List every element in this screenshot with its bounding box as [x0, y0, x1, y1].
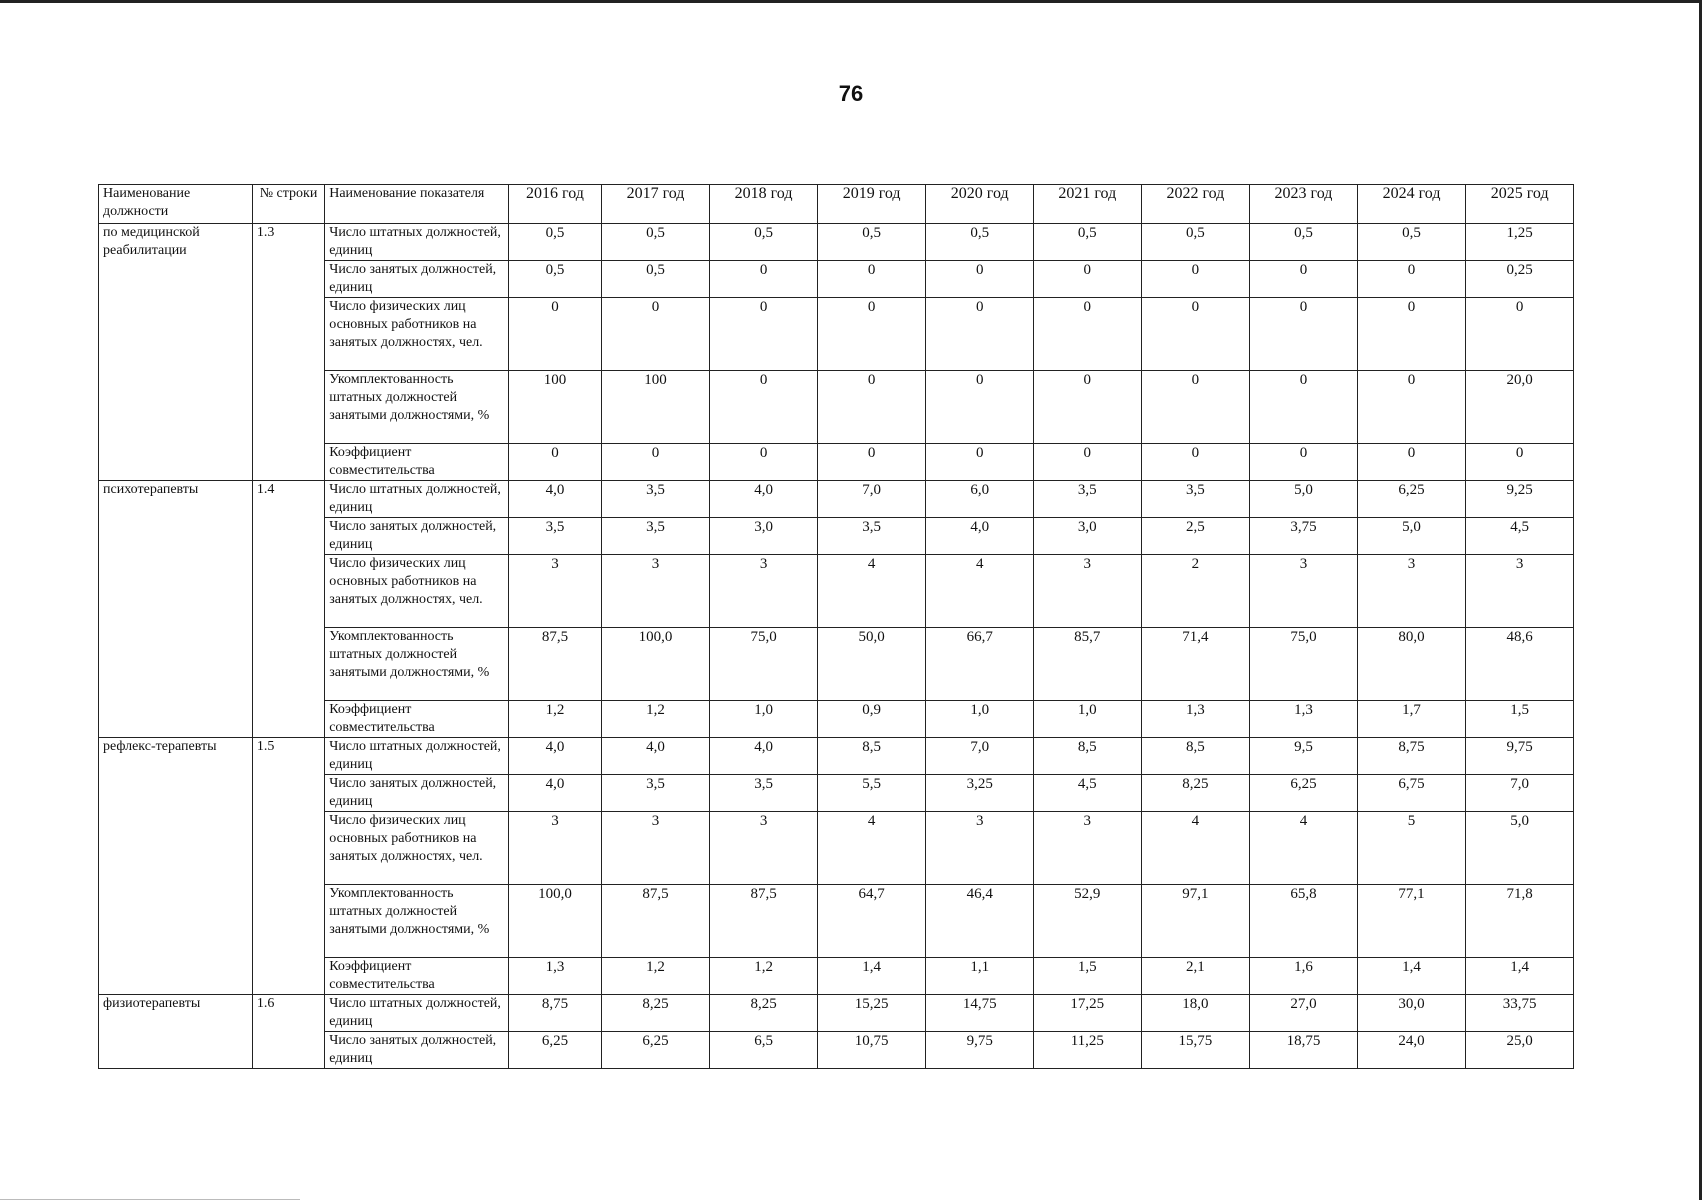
header-indicator: Наименование показателя: [325, 185, 509, 224]
header-year: 2025 год: [1466, 185, 1574, 224]
value-cell: 1,2: [601, 701, 710, 738]
value-cell: 1,0: [1034, 701, 1142, 738]
value-cell: 0: [926, 371, 1034, 444]
value-cell: 18,0: [1141, 995, 1250, 1032]
value-cell: 71,8: [1466, 885, 1574, 958]
value-cell: 1,4: [1466, 958, 1574, 995]
value-cell: 77,1: [1357, 885, 1466, 958]
value-cell: 4: [926, 555, 1034, 628]
value-cell: 0: [926, 261, 1034, 298]
value-cell: 3,5: [710, 775, 818, 812]
indicator-name: Число занятых должностей, единиц: [325, 1032, 509, 1069]
value-cell: 1,6: [1250, 958, 1358, 995]
value-cell: 0: [1034, 298, 1142, 371]
value-cell: 3,0: [1034, 518, 1142, 555]
value-cell: 0: [710, 298, 818, 371]
value-cell: 48,6: [1466, 628, 1574, 701]
position-name: рефлекс-терапевты: [99, 738, 253, 995]
value-cell: 3,5: [601, 518, 710, 555]
value-cell: 15,75: [1141, 1032, 1250, 1069]
header-year: 2019 год: [817, 185, 926, 224]
value-cell: 20,0: [1466, 371, 1574, 444]
value-cell: 1,2: [509, 701, 602, 738]
table-body: [99, 224, 1574, 1069]
value-cell: 4,0: [710, 481, 818, 518]
indicator-name: Число штатных должностей, единиц: [325, 481, 509, 518]
value-cell: 0: [601, 444, 710, 481]
value-cell: 4,0: [710, 738, 818, 775]
value-cell: 3: [1357, 555, 1466, 628]
value-cell: 4,0: [926, 518, 1034, 555]
value-cell: 6,75: [1357, 775, 1466, 812]
value-cell: 100: [509, 371, 602, 444]
indicator-name: Число занятых должностей, единиц: [325, 518, 509, 555]
value-cell: 0: [1250, 298, 1358, 371]
indicator-name: Число занятых должностей, единиц: [325, 261, 509, 298]
value-cell: 9,75: [1466, 738, 1574, 775]
value-cell: 0,5: [509, 224, 602, 261]
value-cell: 4: [817, 555, 926, 628]
value-cell: 14,75: [926, 995, 1034, 1032]
value-cell: 0,5: [817, 224, 926, 261]
value-cell: 8,75: [509, 995, 602, 1032]
indicator-name: Коэффициент совместительства: [325, 701, 509, 738]
value-cell: 3,5: [601, 775, 710, 812]
value-cell: 4: [1141, 812, 1250, 885]
value-cell: 9,75: [926, 1032, 1034, 1069]
value-cell: 3: [926, 812, 1034, 885]
value-cell: 0: [601, 298, 710, 371]
value-cell: 0: [1357, 261, 1466, 298]
value-cell: 25,0: [1466, 1032, 1574, 1069]
value-cell: 0: [817, 298, 926, 371]
value-cell: 10,75: [817, 1032, 926, 1069]
value-cell: 0,5: [1141, 224, 1250, 261]
value-cell: 1,5: [1466, 701, 1574, 738]
value-cell: 0: [926, 298, 1034, 371]
indicator-name: Коэффициент совместительства: [325, 444, 509, 481]
value-cell: 9,5: [1250, 738, 1358, 775]
value-cell: 0: [1250, 444, 1358, 481]
value-cell: 5,0: [1250, 481, 1358, 518]
value-cell: 0: [817, 371, 926, 444]
value-cell: 8,25: [1141, 775, 1250, 812]
value-cell: 46,4: [926, 885, 1034, 958]
value-cell: 1,25: [1466, 224, 1574, 261]
header-year: 2020 год: [926, 185, 1034, 224]
value-cell: 87,5: [601, 885, 710, 958]
indicator-name: Число штатных должностей, единиц: [325, 995, 509, 1032]
value-cell: 24,0: [1357, 1032, 1466, 1069]
value-cell: 1,4: [817, 958, 926, 995]
header-position: Наименование должности: [99, 185, 253, 224]
value-cell: 2,5: [1141, 518, 1250, 555]
value-cell: 3: [601, 555, 710, 628]
value-cell: 0,5: [926, 224, 1034, 261]
value-cell: 1,2: [710, 958, 818, 995]
header-year: 2024 год: [1357, 185, 1466, 224]
value-cell: 66,7: [926, 628, 1034, 701]
value-cell: 0: [1250, 371, 1358, 444]
value-cell: 5,0: [1357, 518, 1466, 555]
value-cell: 15,25: [817, 995, 926, 1032]
value-cell: 3,5: [601, 481, 710, 518]
header-year: 2021 год: [1034, 185, 1142, 224]
value-cell: 0: [1141, 444, 1250, 481]
value-cell: 6,25: [601, 1032, 710, 1069]
value-cell: 87,5: [710, 885, 818, 958]
value-cell: 0: [1357, 298, 1466, 371]
value-cell: 1,3: [1250, 701, 1358, 738]
value-cell: 5: [1357, 812, 1466, 885]
value-cell: 3,5: [509, 518, 602, 555]
value-cell: 75,0: [1250, 628, 1358, 701]
value-cell: 50,0: [817, 628, 926, 701]
value-cell: 3: [710, 555, 818, 628]
position-name: психотерапевты: [99, 481, 253, 738]
value-cell: 3,5: [817, 518, 926, 555]
indicator-name: Число физических лиц основных работников на занятых должностях, чел.: [325, 555, 509, 628]
value-cell: 2: [1141, 555, 1250, 628]
indicator-name: Коэффициент совместительства: [325, 958, 509, 995]
value-cell: 18,75: [1250, 1032, 1358, 1069]
value-cell: 8,25: [710, 995, 818, 1032]
header-year: 2018 год: [710, 185, 818, 224]
indicator-name: Укомплектованность штатных должностей занятыми должностями, %: [325, 371, 509, 444]
value-cell: 4,5: [1034, 775, 1142, 812]
value-cell: 0,9: [817, 701, 926, 738]
table-row: [99, 224, 1574, 261]
table-row: [99, 995, 1574, 1032]
value-cell: 0: [710, 261, 818, 298]
value-cell: 0: [817, 261, 926, 298]
header-year: 2022 год: [1141, 185, 1250, 224]
value-cell: 65,8: [1250, 885, 1358, 958]
value-cell: 0: [509, 298, 602, 371]
value-cell: 0: [509, 444, 602, 481]
value-cell: 30,0: [1357, 995, 1466, 1032]
value-cell: 0: [1466, 298, 1574, 371]
value-cell: 1,1: [926, 958, 1034, 995]
indicator-name: Число физических лиц основных работников на занятых должностях, чел.: [325, 298, 509, 371]
value-cell: 4: [1250, 812, 1358, 885]
value-cell: 0: [1141, 298, 1250, 371]
value-cell: 0: [1357, 371, 1466, 444]
value-cell: 0,5: [1357, 224, 1466, 261]
position-name: физиотерапевты: [99, 995, 253, 1069]
value-cell: 1,3: [1141, 701, 1250, 738]
value-cell: 0,5: [509, 261, 602, 298]
value-cell: 3,5: [1034, 481, 1142, 518]
page-number: 76: [838, 81, 864, 106]
value-cell: 3,0: [710, 518, 818, 555]
value-cell: 0,5: [601, 224, 710, 261]
table-row: [99, 738, 1574, 775]
table-row: [99, 481, 1574, 518]
value-cell: 27,0: [1250, 995, 1358, 1032]
value-cell: 3: [509, 555, 602, 628]
value-cell: 0: [1034, 261, 1142, 298]
value-cell: 1,0: [926, 701, 1034, 738]
value-cell: 1,3: [509, 958, 602, 995]
value-cell: 1,7: [1357, 701, 1466, 738]
indicator-name: Укомплектованность штатных должностей занятыми должностями, %: [325, 885, 509, 958]
value-cell: 3: [601, 812, 710, 885]
row-number: 1.4: [252, 481, 324, 738]
value-cell: 64,7: [817, 885, 926, 958]
value-cell: 7,0: [926, 738, 1034, 775]
value-cell: 1,5: [1034, 958, 1142, 995]
value-cell: 6,5: [710, 1032, 818, 1069]
value-cell: 6,0: [926, 481, 1034, 518]
value-cell: 6,25: [509, 1032, 602, 1069]
value-cell: 100: [601, 371, 710, 444]
value-cell: 0: [1034, 371, 1142, 444]
value-cell: 6,25: [1357, 481, 1466, 518]
staffing-table: [98, 184, 1574, 1069]
value-cell: 52,9: [1034, 885, 1142, 958]
value-cell: 0: [1141, 371, 1250, 444]
value-cell: 3,75: [1250, 518, 1358, 555]
indicator-name: Укомплектованность штатных должностей занятыми должностями, %: [325, 628, 509, 701]
value-cell: 0: [710, 444, 818, 481]
value-cell: 7,0: [1466, 775, 1574, 812]
value-cell: 9,25: [1466, 481, 1574, 518]
value-cell: 85,7: [1034, 628, 1142, 701]
value-cell: 3: [1466, 555, 1574, 628]
value-cell: 8,25: [601, 995, 710, 1032]
value-cell: 0,5: [601, 261, 710, 298]
value-cell: 0: [1034, 444, 1142, 481]
value-cell: 0: [926, 444, 1034, 481]
value-cell: 4,5: [1466, 518, 1574, 555]
value-cell: 100,0: [601, 628, 710, 701]
value-cell: 1,4: [1357, 958, 1466, 995]
value-cell: 75,0: [710, 628, 818, 701]
value-cell: 0,5: [1250, 224, 1358, 261]
value-cell: 0,25: [1466, 261, 1574, 298]
value-cell: 0: [1250, 261, 1358, 298]
value-cell: 4: [817, 812, 926, 885]
value-cell: 2,1: [1141, 958, 1250, 995]
value-cell: 4,0: [509, 775, 602, 812]
value-cell: 80,0: [1357, 628, 1466, 701]
value-cell: 6,25: [1250, 775, 1358, 812]
row-number: 1.5: [252, 738, 324, 995]
header-year: 2023 год: [1250, 185, 1358, 224]
indicator-name: Число штатных должностей, единиц: [325, 224, 509, 261]
header-row-no: № строки: [252, 185, 324, 224]
value-cell: 0: [1466, 444, 1574, 481]
value-cell: 71,4: [1141, 628, 1250, 701]
value-cell: 11,25: [1034, 1032, 1142, 1069]
value-cell: 3,25: [926, 775, 1034, 812]
indicator-name: Число физических лиц основных работников на занятых должностях, чел.: [325, 812, 509, 885]
value-cell: 3: [1250, 555, 1358, 628]
value-cell: 8,5: [1141, 738, 1250, 775]
header-year: 2017 год: [601, 185, 710, 224]
header-year: 2016 год: [509, 185, 602, 224]
value-cell: 0: [817, 444, 926, 481]
value-cell: 100,0: [509, 885, 602, 958]
value-cell: 3: [509, 812, 602, 885]
value-cell: 4,0: [509, 481, 602, 518]
value-cell: 33,75: [1466, 995, 1574, 1032]
value-cell: 1,0: [710, 701, 818, 738]
value-cell: 0,5: [710, 224, 818, 261]
value-cell: 8,75: [1357, 738, 1466, 775]
value-cell: 87,5: [509, 628, 602, 701]
value-cell: 1,2: [601, 958, 710, 995]
table-header-row: [99, 185, 1574, 224]
value-cell: 3,5: [1141, 481, 1250, 518]
position-name: по медицинской реабилитации: [99, 224, 253, 481]
value-cell: 0: [1141, 261, 1250, 298]
value-cell: 5,0: [1466, 812, 1574, 885]
value-cell: 0: [1357, 444, 1466, 481]
indicator-name: Число занятых должностей, единиц: [325, 775, 509, 812]
value-cell: 4,0: [601, 738, 710, 775]
indicator-name: Число штатных должностей, единиц: [325, 738, 509, 775]
row-number: 1.6: [252, 995, 324, 1069]
value-cell: 3: [1034, 812, 1142, 885]
value-cell: 17,25: [1034, 995, 1142, 1032]
value-cell: 5,5: [817, 775, 926, 812]
value-cell: 3: [1034, 555, 1142, 628]
value-cell: 97,1: [1141, 885, 1250, 958]
value-cell: 8,5: [1034, 738, 1142, 775]
value-cell: 3: [710, 812, 818, 885]
value-cell: 4,0: [509, 738, 602, 775]
value-cell: 0,5: [1034, 224, 1142, 261]
value-cell: 8,5: [817, 738, 926, 775]
value-cell: 7,0: [817, 481, 926, 518]
value-cell: 0: [710, 371, 818, 444]
row-number: 1.3: [252, 224, 324, 481]
